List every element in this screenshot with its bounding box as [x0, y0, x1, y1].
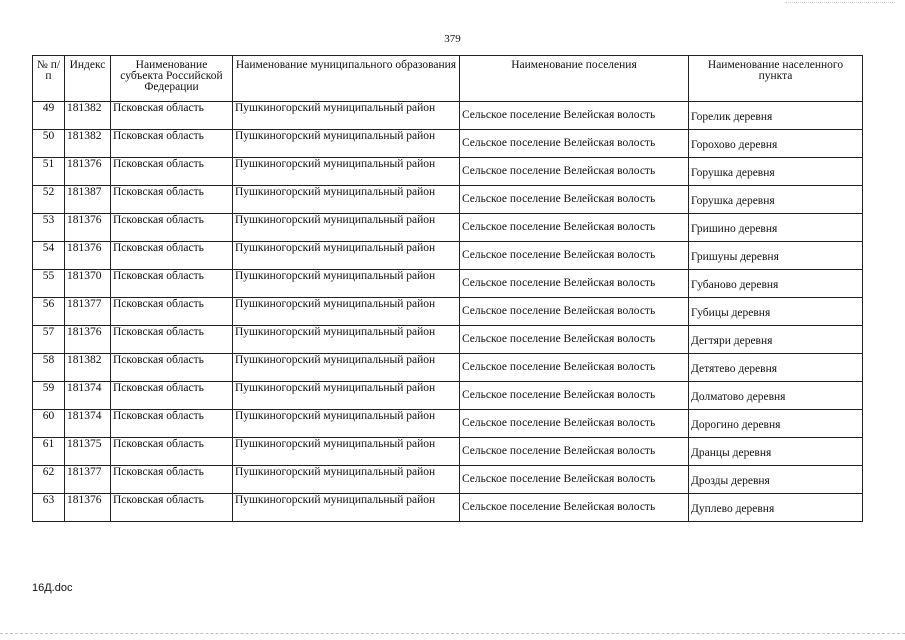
cell-subject: Псковская область — [111, 158, 233, 186]
cell-num: 54 — [33, 242, 65, 270]
cell-settlement: Сельское поселение Велейская волость — [460, 354, 689, 382]
cell-settlement: Сельское поселение Велейская волость — [460, 382, 689, 410]
table-row — [33, 102, 863, 130]
cell-locality: Дрозды деревня — [689, 466, 863, 494]
table-header-row — [33, 56, 863, 102]
cell-municipality: Пушкиногорский муниципальный район — [233, 270, 460, 298]
cell-subject: Псковская область — [111, 438, 233, 466]
table-row — [33, 494, 863, 522]
cell-num: 50 — [33, 130, 65, 158]
cell-index: 181376 — [65, 326, 111, 354]
cell-index: 181377 — [65, 298, 111, 326]
cell-settlement: Сельское поселение Велейская волость — [460, 326, 689, 354]
cell-subject: Псковская область — [111, 298, 233, 326]
cell-municipality: Пушкиногорский муниципальный район — [233, 410, 460, 438]
table-row — [33, 130, 863, 158]
cell-locality: Гришино деревня — [689, 214, 863, 242]
cell-locality: Долматово деревня — [689, 382, 863, 410]
cell-index: 181374 — [65, 410, 111, 438]
table-row — [33, 354, 863, 382]
cell-num: 63 — [33, 494, 65, 522]
cell-settlement: Сельское поселение Велейская волость — [460, 214, 689, 242]
cell-municipality: Пушкиногорский муниципальный район — [233, 298, 460, 326]
cell-num: 62 — [33, 466, 65, 494]
cell-locality: Горелик деревня — [689, 102, 863, 130]
table-body — [33, 102, 863, 522]
cell-settlement: Сельское поселение Велейская волость — [460, 158, 689, 186]
cell-num: 57 — [33, 326, 65, 354]
header-subject: Наименование субъекта Российской Федерации — [111, 56, 233, 102]
cell-settlement: Сельское поселение Велейская волость — [460, 466, 689, 494]
cell-locality: Дранцы деревня — [689, 438, 863, 466]
cell-subject: Псковская область — [111, 410, 233, 438]
cell-index: 181376 — [65, 494, 111, 522]
table-row — [33, 158, 863, 186]
cell-num: 56 — [33, 298, 65, 326]
header-index: Индекс — [65, 56, 111, 102]
cell-municipality: Пушкиногорский муниципальный район — [233, 102, 460, 130]
cell-num: 49 — [33, 102, 65, 130]
cell-locality: Дорогино деревня — [689, 410, 863, 438]
cell-index: 181382 — [65, 354, 111, 382]
cell-subject: Псковская область — [111, 130, 233, 158]
cell-num: 61 — [33, 438, 65, 466]
cell-locality: Горохово деревня — [689, 130, 863, 158]
page-number: 379 — [444, 33, 461, 45]
settlements-table — [32, 55, 863, 522]
cell-index: 181376 — [65, 158, 111, 186]
cell-municipality: Пушкиногорский муниципальный район — [233, 186, 460, 214]
table-row — [33, 466, 863, 494]
cell-subject: Псковская область — [111, 494, 233, 522]
header-num: № п/п — [33, 56, 65, 102]
cell-settlement: Сельское поселение Велейская волость — [460, 130, 689, 158]
scan-artifact-bottom — [0, 633, 905, 634]
table-row — [33, 186, 863, 214]
cell-subject: Псковская область — [111, 466, 233, 494]
table-row — [33, 382, 863, 410]
cell-index: 181387 — [65, 186, 111, 214]
cell-num: 53 — [33, 214, 65, 242]
cell-municipality: Пушкиногорский муниципальный район — [233, 382, 460, 410]
cell-index: 181374 — [65, 382, 111, 410]
cell-subject: Псковская область — [111, 382, 233, 410]
cell-settlement: Сельское поселение Велейская волость — [460, 270, 689, 298]
cell-settlement: Сельское поселение Велейская волость — [460, 298, 689, 326]
cell-index: 181377 — [65, 466, 111, 494]
header-locality: Наименование населенного пункта — [689, 56, 863, 102]
table-row — [33, 214, 863, 242]
cell-subject: Псковская область — [111, 354, 233, 382]
cell-subject: Псковская область — [111, 186, 233, 214]
cell-municipality: Пушкиногорский муниципальный район — [233, 214, 460, 242]
table-row — [33, 270, 863, 298]
cell-municipality: Пушкиногорский муниципальный район — [233, 494, 460, 522]
table-row — [33, 438, 863, 466]
cell-locality: Гришуны деревня — [689, 242, 863, 270]
table-row — [33, 242, 863, 270]
header-settlement: Наименование поселения — [460, 56, 689, 102]
cell-index: 181376 — [65, 214, 111, 242]
cell-locality: Губаново деревня — [689, 270, 863, 298]
table-row — [33, 298, 863, 326]
cell-municipality: Пушкиногорский муниципальный район — [233, 466, 460, 494]
scan-artifact-top — [785, 2, 895, 3]
cell-locality: Детятево деревня — [689, 354, 863, 382]
cell-locality: Губицы деревня — [689, 298, 863, 326]
cell-locality: Горушка деревня — [689, 158, 863, 186]
cell-settlement: Сельское поселение Велейская волость — [460, 102, 689, 130]
cell-subject: Псковская область — [111, 242, 233, 270]
cell-settlement: Сельское поселение Велейская волость — [460, 186, 689, 214]
cell-index: 181382 — [65, 130, 111, 158]
cell-subject: Псковская область — [111, 326, 233, 354]
cell-subject: Псковская область — [111, 102, 233, 130]
cell-num: 51 — [33, 158, 65, 186]
cell-municipality: Пушкиногорский муниципальный район — [233, 354, 460, 382]
cell-index: 181375 — [65, 438, 111, 466]
cell-num: 58 — [33, 354, 65, 382]
cell-num: 55 — [33, 270, 65, 298]
cell-index: 181376 — [65, 242, 111, 270]
cell-settlement: Сельское поселение Велейская волость — [460, 438, 689, 466]
table-row — [33, 410, 863, 438]
cell-locality: Дегтяри деревня — [689, 326, 863, 354]
cell-subject: Псковская область — [111, 214, 233, 242]
cell-municipality: Пушкиногорский муниципальный район — [233, 158, 460, 186]
table-row — [33, 326, 863, 354]
cell-municipality: Пушкиногорский муниципальный район — [233, 130, 460, 158]
cell-settlement: Сельское поселение Велейская волость — [460, 410, 689, 438]
cell-settlement: Сельское поселение Велейская волость — [460, 494, 689, 522]
cell-subject: Псковская область — [111, 270, 233, 298]
cell-municipality: Пушкиногорский муниципальный район — [233, 326, 460, 354]
cell-num: 60 — [33, 410, 65, 438]
cell-num: 52 — [33, 186, 65, 214]
cell-index: 181382 — [65, 102, 111, 130]
footer-filename: 16Д.doc — [32, 582, 73, 594]
cell-locality: Горушка деревня — [689, 186, 863, 214]
header-municipality: Наименование муниципального образования — [233, 56, 460, 102]
cell-num: 59 — [33, 382, 65, 410]
cell-locality: Дуплево деревня — [689, 494, 863, 522]
cell-index: 181370 — [65, 270, 111, 298]
cell-settlement: Сельское поселение Велейская волость — [460, 242, 689, 270]
cell-municipality: Пушкиногорский муниципальный район — [233, 438, 460, 466]
cell-municipality: Пушкиногорский муниципальный район — [233, 242, 460, 270]
